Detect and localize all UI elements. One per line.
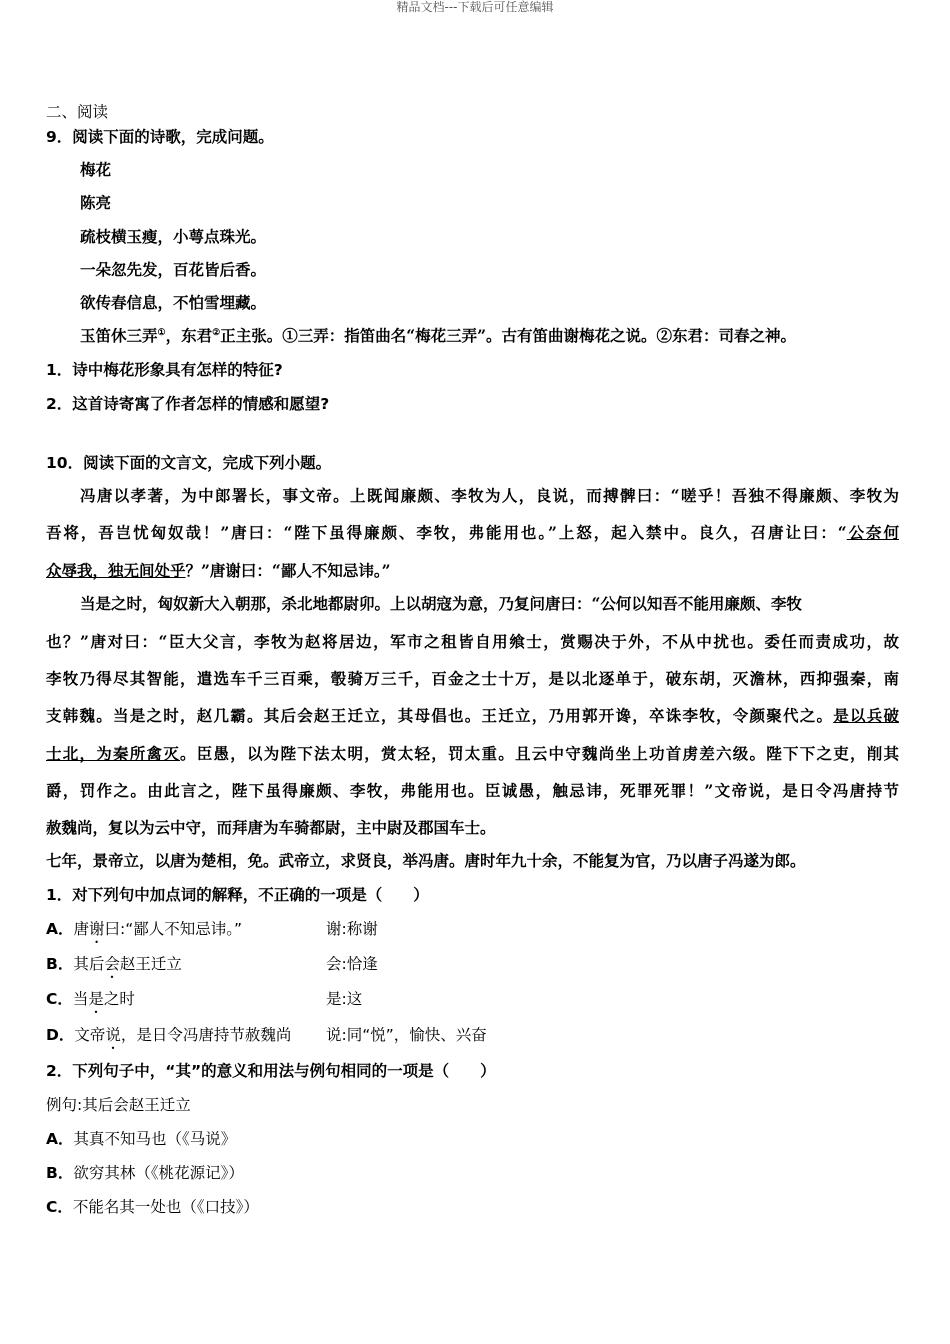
passage-line: 支韩魏。当是之时，赵几霸。其后会赵王迁立，其母倡也。王迁立，乃用郭开谗，卒诛李牧，令颜聚代之。是以兵破 [46, 706, 899, 725]
dotted-word: 谢 [89, 920, 105, 938]
poem-line: 欲传春信息，不怕雪埋藏。 [80, 293, 267, 312]
option-c: C．当是之时 是:这 [46, 990, 363, 1008]
passage-line: 众辱我，独无间处乎？”唐谢曰：“鄙人不知忌讳。” [46, 561, 391, 580]
passage-line: 李牧乃得尽其智能，遣选车千三百乘，彀骑万三千，百金之士十万，是以北逐单于，破东胡，灭澹林，西抑强秦，南 [46, 669, 899, 688]
underlined-sentence: 公奈何 [846, 523, 899, 542]
passage-line: 士北，为秦所禽灭。臣愚，以为陛下法太明，赏太轻，罚太重。且云中守魏尚坐上功首虏差六级。陛下下之吏，削其 [46, 744, 899, 763]
q10-sub2: 2．下列句子中，“其”的意义和用法与例句相同的一项是（ ） [46, 1062, 496, 1080]
underlined-sentence: 众辱我，独无间处乎 [46, 561, 186, 580]
poem-author: 陈亮 [80, 193, 112, 212]
option-meaning: 是:这 [326, 990, 363, 1008]
passage-line: 当是之时，匈奴新大入朝那，杀北地都尉卯。上以胡寇为意，乃复问唐曰：“公何以知吾不能用廉颇、李牧 [80, 594, 802, 613]
option-a: A．其真不知马也（《马说》 [46, 1130, 237, 1148]
poem-last-line-with-note: 玉笛休三弄①，东君②正主张。①三弄：指笛曲名“梅花三弄”。古有笛曲谢梅花之说。②东君：司春之神。 [80, 326, 797, 345]
page-header: 精品文档---下载后可任意编辑 [396, 0, 554, 14]
passage-line: 赦魏尚，复以为云中守，而拜唐为车骑都尉，主中尉及郡国车士。 [46, 818, 496, 837]
underlined-sentence: 士北，为秦所禽灭 [46, 744, 180, 763]
footnote-marker: ① [157, 327, 166, 338]
option-meaning: 会:恰逢 [326, 955, 378, 973]
option-b: B．其后会赵王迁立 会:恰逢 [46, 955, 378, 973]
option-meaning: 说:同“悦”，愉快、兴奋 [326, 1026, 487, 1044]
dotted-word: 是 [88, 990, 104, 1008]
underlined-sentence: 是以兵破 [833, 706, 899, 725]
passage-line: 七年，景帝立，以唐为楚相，免。武帝立，求贤良，举冯唐。唐时年九十余，不能复为官，乃以唐子冯遂为郎。 [46, 851, 806, 870]
dotted-word: 会 [104, 955, 120, 973]
poem-line: 一朵忽先发，百花皆后香。 [80, 260, 267, 279]
option-a: A．唐谢曰:“鄙人不知忌讳。” 谢:称谢 [46, 920, 378, 938]
passage-line: 爵，罚作之。由此言之，陛下虽得廉颇、李牧，弗能用也。臣诚愚，触忌讳，死罪死罪！”文帝说，是日令冯唐持节 [46, 781, 899, 800]
q10-stem: 10．阅读下面的文言文，完成下列小题。 [46, 454, 332, 472]
option-b: B．欲穷其林（《桃花源记》） [46, 1164, 244, 1182]
option-c: C．不能名其一处也（《口技》） [46, 1198, 259, 1216]
poem-title: 梅花 [80, 160, 112, 179]
example-sentence: 例句:其后会赵王迁立 [46, 1096, 191, 1114]
option-d: D．文帝说，是日令冯唐持节赦魏尚 说:同“悦”，愉快、兴奋 [46, 1026, 487, 1044]
option-meaning: 谢:称谢 [326, 920, 378, 938]
passage-line: 冯唐以孝著，为中郎署长，事文帝。上既闻廉颇、李牧为人，良说，而搏髀曰：“嗟乎！吾独不得廉颇、李牧为 [80, 486, 899, 505]
poem-note: ①三弄：指笛曲名“梅花三弄”。古有笛曲谢梅花之说。②东君：司春之神。 [282, 326, 797, 345]
passage-line: 也？”唐对曰：“臣大父言，李牧为赵将居边，军市之租皆自用飨士，赏赐决于外，不从中扰也。委任而责成功，故 [46, 632, 899, 651]
q10-sub1: 1．对下列句中加点词的解释，不正确的一项是（ ） [46, 886, 429, 904]
footnote-marker: ② [212, 327, 221, 338]
passage-line: 吾将，吾岂忧匈奴哉！”唐曰：“陛下虽得廉颇、李牧，弗能用也。”上怒，起入禁中。良久，召唐让曰：“公奈何 [46, 523, 899, 542]
q9-stem: 9．阅读下面的诗歌，完成问题。 [46, 128, 274, 146]
poem-line: 疏枝横玉瘦，小萼点珠光。 [80, 227, 267, 246]
section-title: 二、阅读 [46, 103, 109, 121]
q9-sub1: 1．诗中梅花形象具有怎样的特征? [46, 361, 283, 379]
q9-sub2: 2．这首诗寄寓了作者怎样的情感和愿望? [46, 395, 330, 413]
dotted-word: 说 [105, 1026, 121, 1044]
